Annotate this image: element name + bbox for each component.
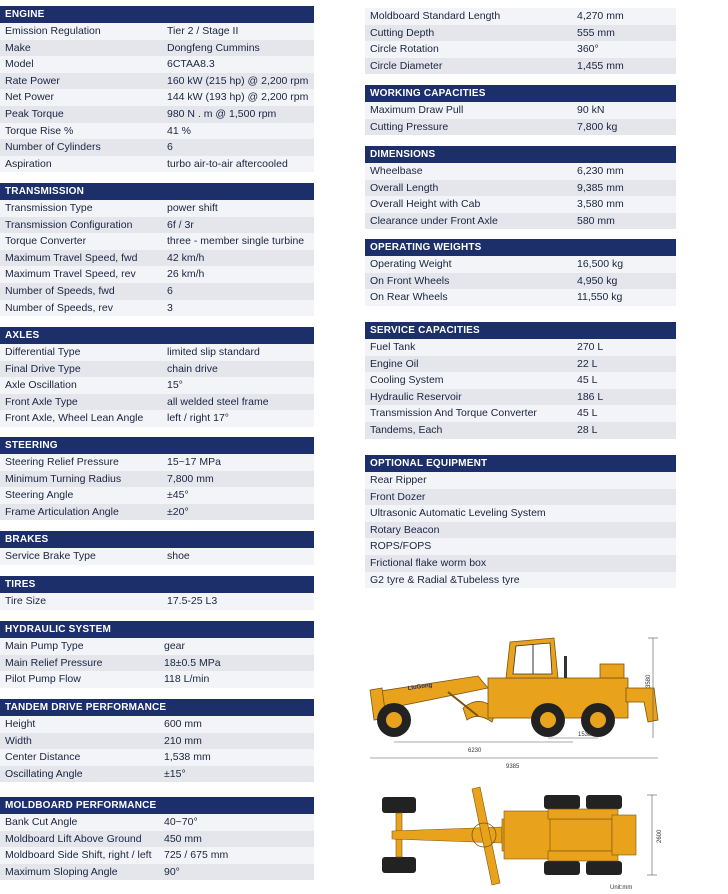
spec-row xyxy=(365,213,676,230)
spec-section-tires xyxy=(0,576,314,610)
spec-row xyxy=(0,200,314,217)
spec-row xyxy=(0,89,314,106)
spec-label: Maximum Sloping Angle xyxy=(5,865,118,878)
spec-label: Overall Length xyxy=(370,181,439,194)
wheelbase-dimension: 6230 xyxy=(468,748,482,754)
spec-value: 450 mm xyxy=(164,832,202,845)
spec-value: 22 L xyxy=(577,357,598,370)
spec-row xyxy=(0,864,314,881)
spec-label: Axle Oscillation xyxy=(5,379,77,392)
section-header: SERVICE CAPACITIES xyxy=(365,322,676,339)
section-header: ENGINE xyxy=(0,6,314,23)
spec-row xyxy=(0,847,314,864)
spec-value: 7,800 kg xyxy=(577,120,618,133)
spec-section-brakes xyxy=(0,531,314,565)
section-header: BRAKES xyxy=(0,531,314,548)
spec-value: 90° xyxy=(164,865,180,878)
section-header: AXLES xyxy=(0,327,314,344)
spec-label: Cutting Depth xyxy=(370,26,435,39)
spec-row xyxy=(365,58,676,75)
spec-row xyxy=(365,25,676,42)
spec-value: Dongfeng Cummins xyxy=(167,41,260,54)
spec-value: ±20° xyxy=(167,505,189,518)
spec-row xyxy=(365,339,676,356)
spec-value: 9,385 mm xyxy=(577,181,624,194)
grader-top-view xyxy=(372,785,682,893)
spec-label: Oscillating Angle xyxy=(5,767,83,780)
spec-label: ROPS/FOPS xyxy=(370,540,432,553)
spec-row xyxy=(0,73,314,90)
spec-row xyxy=(0,638,314,655)
spec-value: 7,800 mm xyxy=(167,472,214,485)
spec-value: 980 N . m @ 1,500 rpm xyxy=(167,107,277,120)
spec-label: Differential Type xyxy=(5,346,81,358)
spec-row xyxy=(0,749,314,766)
spec-label: Clearance under Front Axle xyxy=(370,214,498,227)
spec-row xyxy=(0,250,314,267)
spec-value: shoe xyxy=(167,550,190,562)
spec-row xyxy=(365,196,676,213)
spec-label: Width xyxy=(5,734,32,747)
spec-label: Frame Articulation Angle xyxy=(5,505,119,518)
grader-side-view xyxy=(368,630,678,780)
spec-label: Main Pump Type xyxy=(5,640,84,652)
spec-value: 360° xyxy=(577,43,599,56)
spec-value: 11,550 kg xyxy=(577,291,623,304)
spec-row xyxy=(0,814,314,831)
spec-label: Frictional flake worm box xyxy=(370,556,487,569)
spec-value: 6f / 3r xyxy=(167,218,194,231)
spec-row xyxy=(0,283,314,300)
spec-label: Overall Height with Cab xyxy=(370,198,481,211)
spec-label: Service Brake Type xyxy=(5,550,96,562)
spec-label: Torque Converter xyxy=(5,235,87,248)
spec-section-weights xyxy=(365,239,676,306)
front-wheel-top-right xyxy=(382,857,416,873)
spec-row xyxy=(0,716,314,733)
spec-label: Make xyxy=(5,41,31,54)
spec-value: 555 mm xyxy=(577,26,615,39)
spec-row xyxy=(0,394,314,411)
spec-label: Number of Cylinders xyxy=(5,141,101,154)
spec-label: Front Dozer xyxy=(370,490,426,503)
spec-value: ±15° xyxy=(164,767,186,780)
spec-value: 15° xyxy=(167,379,183,392)
spec-label: Maximum Travel Speed, rev xyxy=(5,268,136,281)
spec-value: left / right 17° xyxy=(167,412,229,425)
spec-label: Moldboard Lift Above Ground xyxy=(5,832,142,845)
spec-row xyxy=(365,273,676,290)
section-header: WORKING CAPACITIES xyxy=(365,85,676,102)
spec-row xyxy=(365,289,676,306)
spec-label: Net Power xyxy=(5,91,55,104)
spec-row xyxy=(0,139,314,156)
spec-row xyxy=(365,163,676,180)
spec-row xyxy=(0,361,314,378)
spec-value: 45 L xyxy=(577,374,598,387)
section-header: DIMENSIONS xyxy=(365,146,676,163)
spec-label: G2 tyre & Radial &Tubeless tyre xyxy=(370,573,520,586)
spec-row xyxy=(0,454,314,471)
spec-value: 210 mm xyxy=(164,734,202,747)
spec-label: Rear Ripper xyxy=(370,474,427,486)
spec-label: Transmission And Torque Converter xyxy=(370,407,537,420)
spec-label: Moldboard Standard Length xyxy=(370,10,501,22)
spec-value: 3 xyxy=(167,301,173,314)
spec-value: three - member single turbine xyxy=(167,235,305,248)
spec-label: Front Axle, Wheel Lean Angle xyxy=(5,412,144,425)
spec-row xyxy=(365,180,676,197)
spec-row xyxy=(0,106,314,123)
spec-value: 144 kW (193 hp) @ 2,200 rpm xyxy=(167,91,309,104)
spec-label: Main Relief Pressure xyxy=(5,656,103,669)
spec-row xyxy=(0,300,314,317)
spec-value: 41 % xyxy=(167,124,191,137)
spec-row xyxy=(0,344,314,361)
spec-value: limited slip standard xyxy=(167,346,260,358)
spec-label: Hydraulic Reservoir xyxy=(370,390,462,403)
spec-label: Final Drive Type xyxy=(5,362,81,375)
spec-section-engine xyxy=(0,6,314,172)
spec-label: Bank Cut Angle xyxy=(5,816,78,828)
section-header: STEERING xyxy=(0,437,314,454)
section-header: TANDEM DRIVE PERFORMANCE xyxy=(0,699,314,716)
spec-label: Peak Torque xyxy=(5,107,64,120)
spec-row xyxy=(0,23,314,40)
spec-value: 6,230 mm xyxy=(577,165,624,177)
spec-value: Tier 2 / Stage II xyxy=(167,25,239,37)
front-wheel-top-left xyxy=(382,797,416,813)
spec-section-transmission xyxy=(0,183,314,316)
spec-section-dimensions xyxy=(365,146,676,229)
spec-row xyxy=(0,655,314,672)
spec-value: 17.5-25 L3 xyxy=(167,595,218,607)
spec-row xyxy=(0,831,314,848)
spec-label: Tandems, Each xyxy=(370,423,443,436)
spec-label: Torque Rise % xyxy=(5,124,74,137)
spec-label: Moldboard Side Shift, right / left xyxy=(5,849,152,862)
spec-value: 42 km/h xyxy=(167,251,205,264)
brand-logo-text: LiuGong xyxy=(407,682,433,692)
spec-section-tandem xyxy=(0,699,314,782)
spec-value: 18±0.5 MPa xyxy=(164,656,221,669)
spec-value: turbo air-to-air aftercooled xyxy=(167,157,288,170)
spec-row xyxy=(365,472,676,489)
spec-section-working xyxy=(365,85,676,135)
spec-label: Maximum Draw Pull xyxy=(370,104,464,116)
length-dimension: 9385 xyxy=(506,764,520,770)
spec-row xyxy=(365,538,676,555)
spec-label: Maximum Travel Speed, fwd xyxy=(5,251,138,264)
spec-value: 580 mm xyxy=(577,214,615,227)
section-header: TRANSMISSION xyxy=(0,183,314,200)
section-header: OPTIONAL EQUIPMENT xyxy=(365,455,676,472)
spec-row xyxy=(0,123,314,140)
spec-value: 3,580 mm xyxy=(577,198,624,211)
tandem-dimension: 1538 xyxy=(578,732,592,738)
spec-row xyxy=(365,102,676,119)
spec-section-moldboard_perf xyxy=(0,797,314,880)
spec-value: 90 kN xyxy=(577,104,605,116)
spec-value: 16,500 kg xyxy=(577,258,624,270)
spec-value: 26 km/h xyxy=(167,268,205,281)
spec-value: 600 mm xyxy=(164,718,202,730)
spec-section-steering xyxy=(0,437,314,520)
spec-section-hydraulic xyxy=(0,621,314,688)
spec-row xyxy=(365,372,676,389)
spec-row xyxy=(0,766,314,783)
spec-section-service xyxy=(365,322,676,439)
spec-row xyxy=(365,356,676,373)
spec-row xyxy=(365,489,676,506)
section-header: TIRES xyxy=(0,576,314,593)
spec-label: Cutting Pressure xyxy=(370,120,449,133)
spec-value: ±45° xyxy=(167,489,189,502)
spec-row xyxy=(365,422,676,439)
spec-label: Transmission Type xyxy=(5,202,93,214)
spec-label: Operating Weight xyxy=(370,258,452,270)
spec-row xyxy=(0,733,314,750)
spec-label: Emission Regulation xyxy=(5,25,101,37)
spec-value: 186 L xyxy=(577,390,604,403)
spec-value: 6CTAA8.3 xyxy=(167,58,215,71)
spec-row xyxy=(0,487,314,504)
spec-value: 160 kW (215 hp) @ 2,200 rpm xyxy=(167,74,309,87)
spec-row xyxy=(0,266,314,283)
spec-row xyxy=(0,471,314,488)
spec-row xyxy=(0,377,314,394)
spec-row xyxy=(365,405,676,422)
spec-label: Front Axle Type xyxy=(5,395,78,408)
spec-row xyxy=(0,156,314,173)
spec-value: 1,538 mm xyxy=(164,751,211,764)
spec-row xyxy=(0,410,314,427)
section-header: OPERATING WEIGHTS xyxy=(365,239,676,256)
spec-value: 118 L/min xyxy=(164,673,210,686)
spec-label: Center Distance xyxy=(5,751,81,764)
spec-value: all welded steel frame xyxy=(167,395,269,408)
spec-value: 15~17 MPa xyxy=(167,456,221,468)
spec-row xyxy=(365,8,676,25)
spec-value: 6 xyxy=(167,284,173,297)
spec-row xyxy=(365,555,676,572)
spec-row xyxy=(0,593,314,610)
spec-label: Circle Diameter xyxy=(370,59,443,72)
spec-label: Aspiration xyxy=(5,157,52,170)
spec-label: Engine Oil xyxy=(370,357,419,370)
spec-value: 725 / 675 mm xyxy=(164,849,229,862)
spec-row xyxy=(365,389,676,406)
tandem-wheel-front xyxy=(531,703,565,737)
spec-row xyxy=(365,522,676,539)
unit-label: Unit:mm xyxy=(610,885,633,891)
spec-row xyxy=(0,504,314,521)
spec-label: Ultrasonic Automatic Leveling System xyxy=(370,507,546,520)
spec-value: 1,455 mm xyxy=(577,59,624,72)
spec-label: Fuel Tank xyxy=(370,341,416,353)
spec-label: Steering Relief Pressure xyxy=(5,456,119,468)
spec-value: gear xyxy=(164,640,186,652)
spec-row xyxy=(0,671,314,688)
spec-row xyxy=(365,572,676,589)
width-dimension: 2600 xyxy=(657,829,663,843)
spec-label: Tire Size xyxy=(5,595,47,607)
spec-row xyxy=(365,119,676,136)
spec-row xyxy=(0,56,314,73)
spec-label: Steering Angle xyxy=(5,489,74,502)
spec-row xyxy=(365,41,676,58)
front-wheel xyxy=(377,703,411,737)
spec-value: 4,950 kg xyxy=(577,274,618,287)
spec-label: Model xyxy=(5,58,34,71)
spec-label: Rate Power xyxy=(5,74,60,87)
spec-label: Circle Rotation xyxy=(370,43,439,56)
spec-value: 270 L xyxy=(577,341,604,353)
spec-row xyxy=(365,505,676,522)
spec-value: 6 xyxy=(167,141,173,154)
spec-section-axles xyxy=(0,327,314,427)
spec-row xyxy=(0,217,314,234)
spec-label: Rotary Beacon xyxy=(370,523,440,536)
spec-label: Number of Speeds, fwd xyxy=(5,284,115,297)
section-header: HYDRAULIC SYSTEM xyxy=(0,621,314,638)
spec-label: On Front Wheels xyxy=(370,274,450,287)
spec-row xyxy=(0,40,314,57)
spec-value: 4,270 mm xyxy=(577,10,624,22)
spec-label: Minimum Turning Radius xyxy=(5,472,122,485)
section-header: MOLDBOARD PERFORMANCE xyxy=(0,797,314,814)
spec-row xyxy=(365,256,676,273)
spec-section-optional xyxy=(365,455,676,588)
cab-top xyxy=(504,811,550,859)
spec-label: Wheelbase xyxy=(370,165,423,177)
spec-label: Height xyxy=(5,718,36,730)
spec-label: Number of Speeds, rev xyxy=(5,301,113,314)
spec-label: Cooling System xyxy=(370,374,444,387)
spec-value: chain drive xyxy=(167,362,218,375)
spec-label: Transmission Configuration xyxy=(5,218,133,231)
spec-label: Pilot Pump Flow xyxy=(5,673,81,686)
spec-section-moldboard_cont xyxy=(365,8,676,74)
spec-row xyxy=(0,548,314,565)
spec-row xyxy=(0,233,314,250)
spec-value: 45 L xyxy=(577,407,598,420)
spec-value: power shift xyxy=(167,202,218,214)
spec-value: 40~70° xyxy=(164,816,198,828)
spec-label: On Rear Wheels xyxy=(370,291,448,304)
spec-value: 28 L xyxy=(577,423,598,436)
height-dimension: 3580 xyxy=(646,674,652,688)
